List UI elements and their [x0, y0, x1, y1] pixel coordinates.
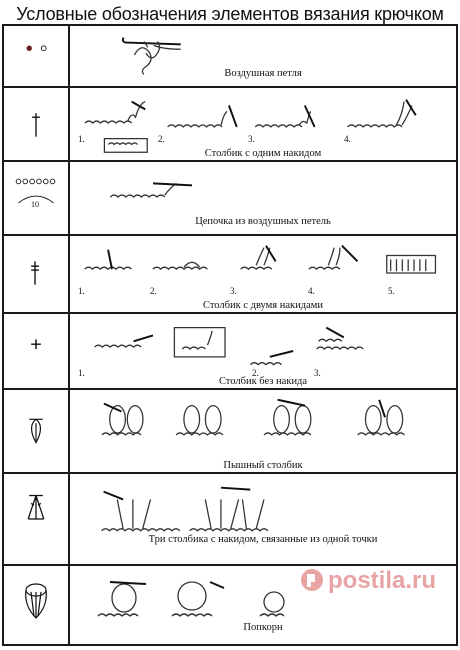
dagger-icon: [4, 88, 68, 160]
symbol-number: 10: [31, 200, 39, 209]
symbol-cell: [4, 162, 70, 234]
page-title: Условные обозначения элементов вязания крючком: [16, 4, 444, 24]
puff-stitch-icon: [4, 390, 68, 472]
popcorn-icon: [4, 566, 68, 644]
symbol-cell: [4, 390, 70, 472]
symbol-cell: [4, 566, 70, 644]
double-dagger-icon: [4, 236, 68, 312]
two-circles-icon: [4, 26, 68, 86]
step-number: 3.: [230, 286, 237, 296]
step-number: 3.: [314, 368, 321, 378]
row-caption: Три столбика с накидом, связанные из одной точки: [148, 534, 378, 545]
row-caption: Попкорн: [243, 622, 283, 633]
symbol-cell: [4, 314, 70, 388]
legend-row-puff: [4, 390, 456, 474]
symbol-cell: [4, 236, 70, 312]
step-number: 1.: [78, 286, 85, 296]
plus-icon: [4, 314, 68, 388]
step-number: 2.: [150, 286, 157, 296]
row-caption: Столбик без накида: [218, 376, 308, 387]
step-number: 2.: [158, 134, 165, 144]
step-number: 5.: [388, 286, 395, 296]
fan-icon: [4, 474, 68, 564]
step-number: 2.: [252, 368, 259, 378]
chain-circles-icon: [4, 162, 68, 234]
legend-row-chain-row: [4, 162, 456, 236]
watermark-logo: [300, 560, 450, 600]
step-number: 4.: [344, 134, 351, 144]
symbol-cell: [4, 474, 70, 564]
row-caption: Столбик с одним накидом: [204, 148, 322, 159]
legend-row-cluster: [4, 474, 456, 566]
row-caption: Столбик с двумя накидами: [202, 300, 324, 311]
stitch-legend-table: [2, 24, 458, 646]
step-number: 1.: [78, 368, 85, 378]
legend-row-double-crochet: [4, 88, 456, 162]
step-number: 3.: [248, 134, 255, 144]
cluster-illustration: [70, 474, 456, 564]
legend-row-chain: [4, 26, 456, 88]
watermark-text: postila.ru: [328, 567, 437, 594]
symbol-cell: [4, 26, 70, 86]
symbol-cell: [4, 88, 70, 160]
legend-row-single-crochet: [4, 314, 456, 390]
row-caption: Цепочка из воздушных петель: [195, 216, 331, 227]
row-caption: Пышный столбик: [223, 460, 303, 471]
step-number: 4.: [308, 286, 315, 296]
row-caption: Воздушная петля: [224, 68, 302, 79]
step-number: 1.: [78, 134, 85, 144]
legend-row-treble: [4, 236, 456, 314]
